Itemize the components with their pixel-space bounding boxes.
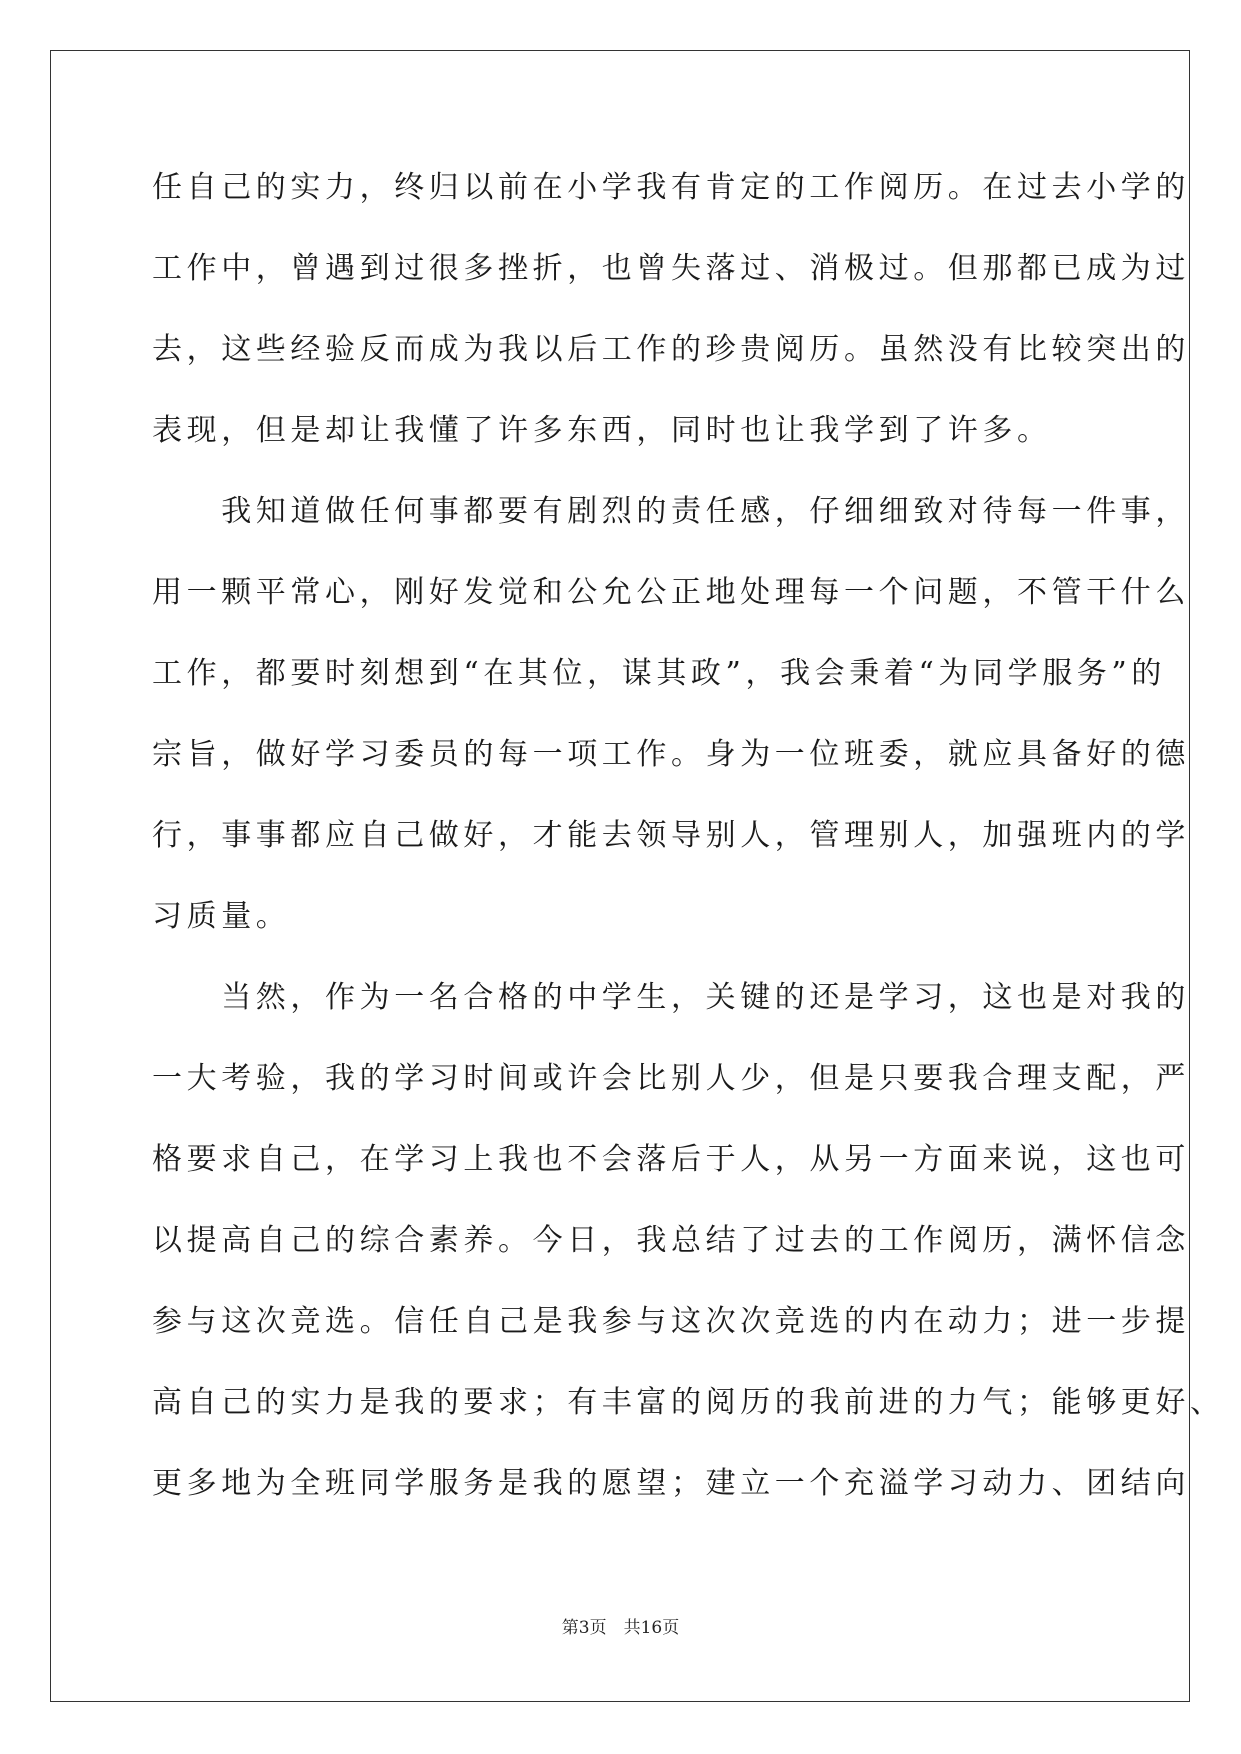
text-line: 我知道做任何事都要有剧烈的责任感，仔细细致对待每一件事， <box>152 494 1190 529</box>
document-body <box>152 160 1225 1537</box>
text-line: 一大考验，我的学习时间或许会比别人少，但是只要我合理支配，严 <box>152 1061 1190 1096</box>
text-line: 参与这次竞选。信任自己是我参与这次次竞选的内在动力；进一步提 <box>152 1304 1190 1339</box>
text-line: 工作中，曾遇到过很多挫折，也曾失落过、消极过。但那都已成为过 <box>152 251 1190 286</box>
text-line: 高自己的实力是我的要求；有丰富的阅历的我前进的力气；能够更好、 <box>152 1385 1225 1420</box>
text-line: 当然，作为一名合格的中学生，关键的还是学习，这也是对我的 <box>152 980 1190 1015</box>
text-line: 宗旨，做好学习委员的每一项工作。身为一位班委，就应具备好的德 <box>152 737 1190 772</box>
text-line: 行，事事都应自己做好，才能去领导别人，管理别人，加强班内的学 <box>152 818 1190 853</box>
text-line: 格要求自己，在学习上我也不会落后于人，从另一方面来说，这也可 <box>152 1142 1190 1177</box>
text-line: 更多地为全班同学服务是我的愿望；建立一个充溢学习动力、团结向 <box>152 1466 1190 1501</box>
text-line: 表现，但是却让我懂了许多东西，同时也让我学到了许多。 <box>152 413 1052 448</box>
text-line: 习质量。 <box>152 899 291 934</box>
text-line: 用一颗平常心，刚好发觉和公允公正地处理每一个问题，不管干什么 <box>152 575 1190 610</box>
text-line: 任自己的实力，终归以前在小学我有肯定的工作阅历。在过去小学的 <box>152 170 1190 205</box>
page-number-footer: 第3页 共16页 <box>561 1618 680 1638</box>
text-line: 工作，都要时刻想到“在其位，谋其政”，我会秉着“为同学服务”的 <box>152 656 1166 691</box>
text-line: 以提高自己的综合素养。今日，我总结了过去的工作阅历，满怀信念 <box>152 1223 1190 1258</box>
text-line: 去，这些经验反而成为我以后工作的珍贵阅历。虽然没有比较突出的 <box>152 332 1190 367</box>
